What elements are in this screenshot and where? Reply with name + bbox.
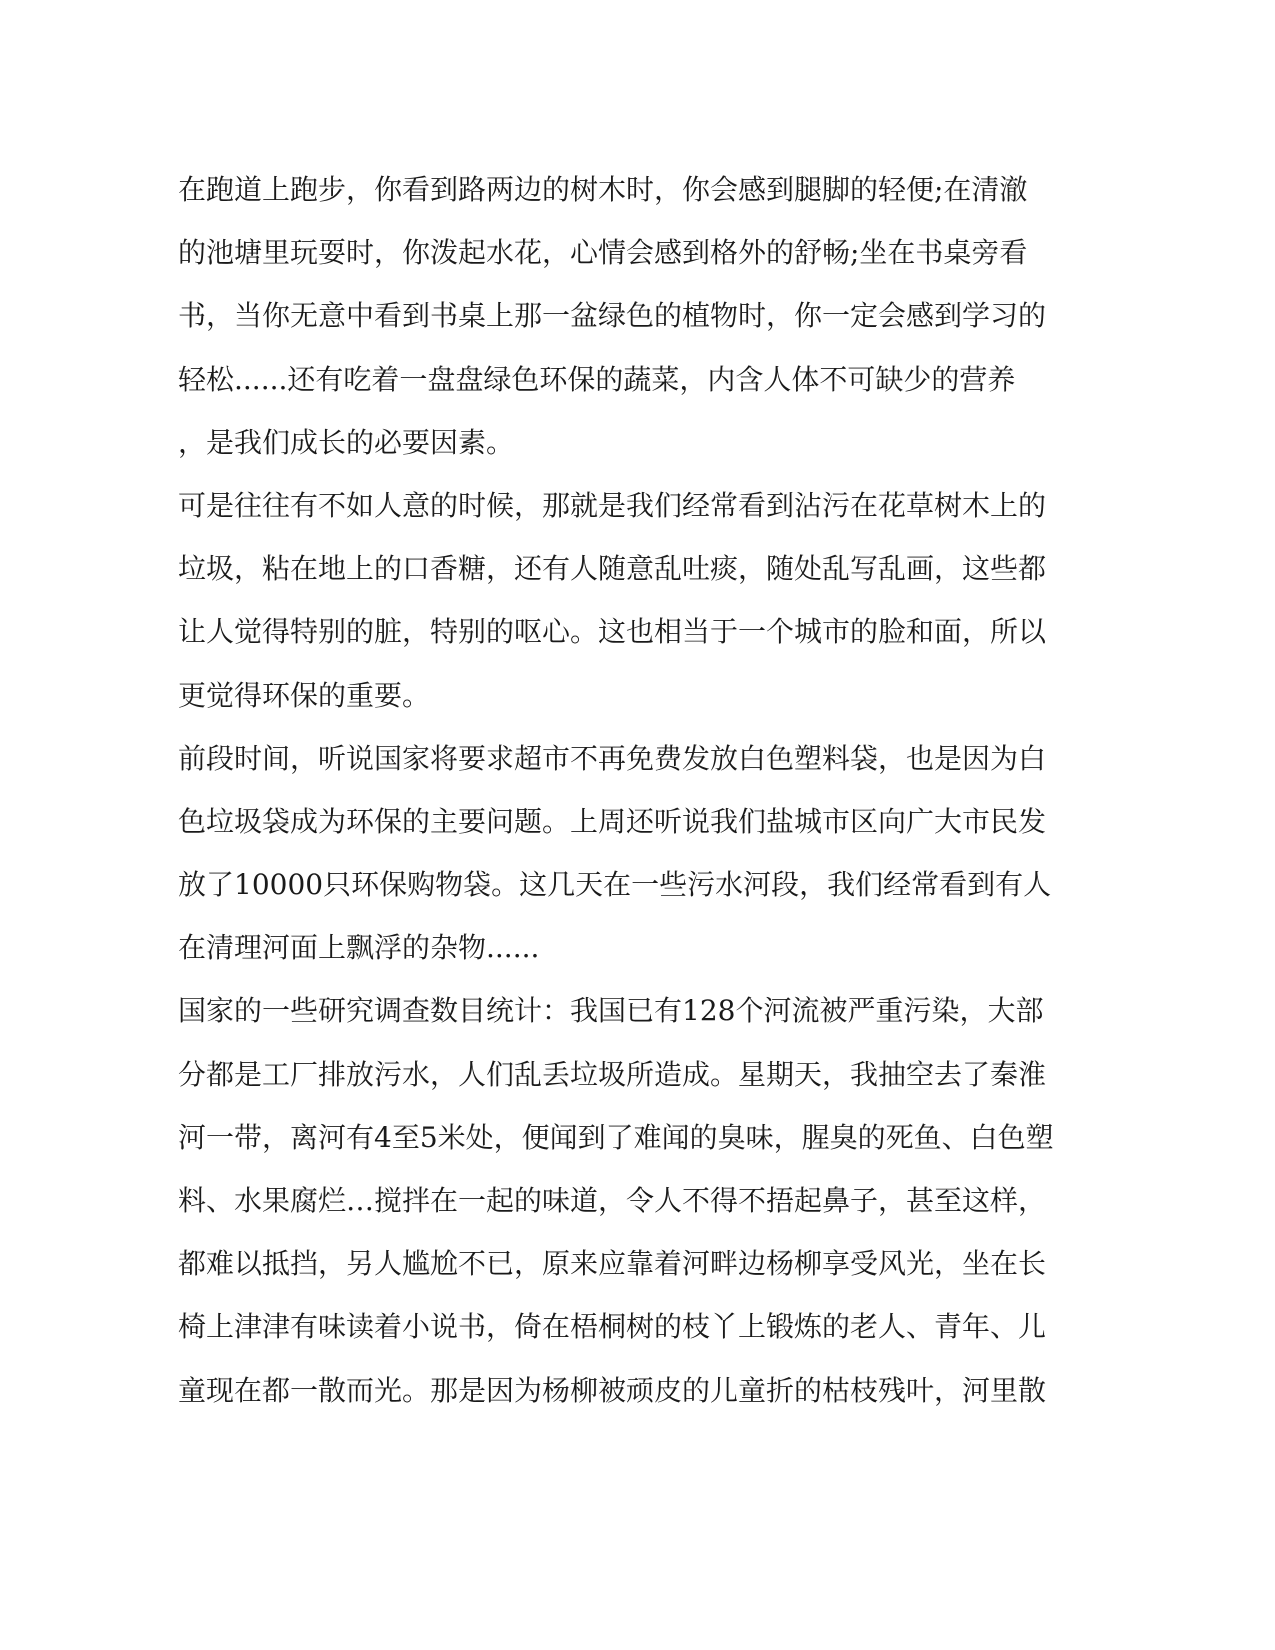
body-text xyxy=(178,158,1058,1422)
text-line: 前段时间，听说国家将要求超市不再免费发放白色塑料袋，也是因为白 xyxy=(178,741,1047,775)
text-line: 色垃圾袋成为环保的主要问题。上周还听说我们盐城市区向广大市民发 xyxy=(178,804,1047,838)
text-line: 轻松......还有吃着一盘盘绿色环保的蔬菜，内含人体不可缺少的营养 xyxy=(178,362,1016,396)
text-line: 垃圾，粘在地上的口香糖，还有人随意乱吐痰，随处乱写乱画，这些都 xyxy=(178,552,1047,586)
text-line: ，是我们成长的必要因素。 xyxy=(178,425,515,459)
text-line: 的池塘里玩耍时，你泼起水花，心情会感到格外的舒畅;坐在书桌旁看 xyxy=(178,236,1028,270)
text-line: 让人觉得特别的脏，特别的呕心。这也相当于一个城市的脸和面，所以 xyxy=(178,615,1047,649)
text-line: 可是往往有不如人意的时候，那就是我们经常看到沾污在花草树木上的 xyxy=(178,488,1047,522)
text-line: 书，当你无意中看到书桌上那一盆绿色的植物时，你一定会感到学习的 xyxy=(178,299,1047,333)
text-line: 放了10000只环保购物袋。这几天在一些污水河段，我们经常看到有人 xyxy=(178,868,1052,902)
text-line: 分都是工厂排放污水，人们乱丢垃圾所造成。星期天，我抽空去了秦淮 xyxy=(178,1057,1047,1091)
text-line: 在跑道上跑步，你看到路两边的树木时，你会感到腿脚的轻便;在清澈 xyxy=(178,173,1028,206)
text-line: 国家的一些研究调查数目统计：我国已有128个河流被严重污染，大部 xyxy=(178,994,1044,1028)
text-line: 童现在都一散而光。那是因为杨柳被顽皮的儿童折的枯枝残叶，河里散 xyxy=(178,1373,1047,1407)
text-line: 料、水果腐烂…搅拌在一起的味道，令人不得不捂起鼻子，甚至这样， xyxy=(178,1184,1047,1217)
text-line: 在清理河面上飘浮的杂物...... xyxy=(178,931,540,965)
text-line: 都难以抵挡，另人尴尬不已，原来应靠着河畔边杨柳享受风光，坐在长 xyxy=(178,1247,1047,1281)
text-line: 椅上津津有味读着小说书，倚在梧桐树的枝丫上锻炼的老人、青年、儿 xyxy=(178,1310,1047,1344)
text-line: 更觉得环保的重要。 xyxy=(178,678,431,712)
text-line: 河一带，离河有4至5米处，便闻到了难闻的臭味，腥臭的死鱼、白色塑 xyxy=(178,1120,1054,1154)
